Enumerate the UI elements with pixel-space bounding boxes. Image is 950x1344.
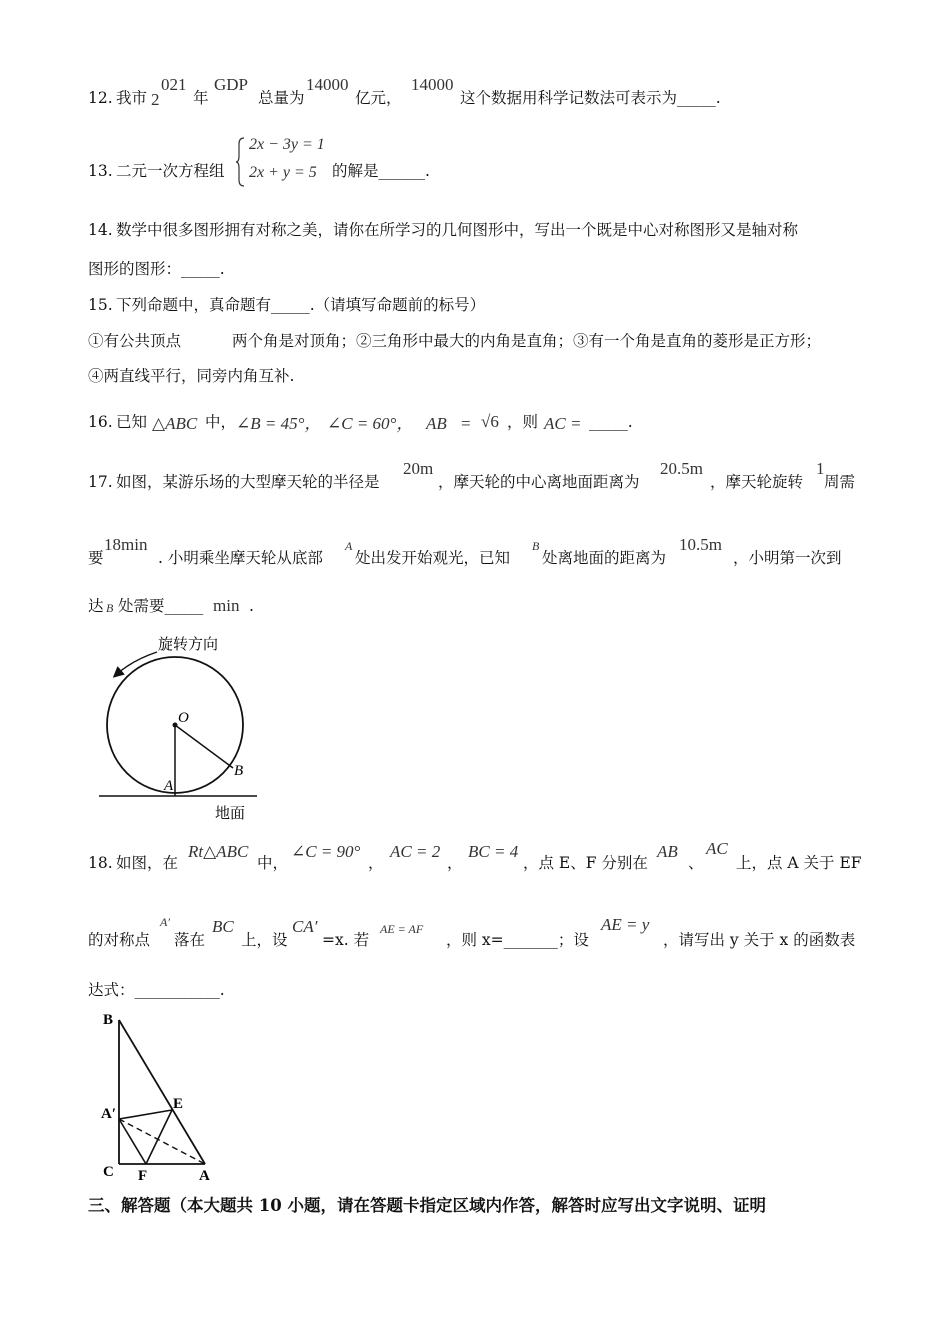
q14-line-2: 图形的图形：_____.	[88, 260, 225, 278]
q18-bc-value: BC = 4	[468, 842, 519, 861]
q12-text-4: 亿元，	[355, 89, 402, 107]
q16-text-3: ，则	[507, 413, 539, 431]
q17-b-height: 10.5m	[679, 535, 722, 554]
rotation-arrow	[117, 652, 157, 674]
q12-text-5: 这个数据用科学记数法可表示为_____.	[460, 89, 721, 107]
q18-angle-c: ∠C = 90°	[291, 842, 361, 861]
q12-value-1: 14000	[306, 75, 349, 94]
q13-brace	[236, 136, 246, 188]
triangle-figure	[95, 1008, 225, 1186]
q18-text-3: ，点 E、F 分别在	[523, 854, 648, 872]
fig-direction-label: 旋转方向	[158, 637, 219, 653]
q16-number: 16.	[88, 413, 113, 431]
q17-text-5: 要	[88, 549, 104, 567]
q17-text-1: 如图，某游乐场的大型摩天轮的半径是	[116, 473, 380, 491]
q17-text-10: 达	[88, 597, 104, 615]
q18-ac-value: AC = 2	[390, 842, 441, 861]
fig-label-a: A	[199, 1168, 210, 1184]
fig-ground-label: 地面	[215, 806, 246, 822]
q17-text-12: .	[249, 597, 254, 615]
q18-ac: AC	[706, 839, 728, 858]
q16-angle-c: ∠C = 60°，	[327, 414, 414, 433]
q18-ae-y: AE = y	[601, 915, 650, 934]
q18-text-4: 、	[688, 854, 704, 872]
q17-time: 18min	[104, 535, 148, 554]
q12-year-rest: 021	[161, 75, 187, 94]
fig-label-a: A	[164, 778, 174, 794]
q12-gdp: GDP	[214, 75, 249, 94]
q13-text-1: 二元一次方程组	[116, 162, 225, 180]
q13-text-2: 的解是______.	[332, 162, 430, 180]
fig-label-e: E	[173, 1096, 184, 1112]
q17-text-11: 处需要_____	[118, 597, 204, 615]
q17-one: 1	[816, 459, 825, 478]
fig-label-c: C	[103, 1164, 114, 1180]
q17-radius: 20m	[403, 459, 434, 478]
q12-text-1: 我市	[116, 89, 148, 107]
segment-a-prime-e	[119, 1110, 172, 1119]
q13-equation-1: 2x − 3y = 1	[249, 136, 325, 153]
q18-text-12: 达式：___________.	[88, 981, 225, 999]
q18-text-1: 如图，在	[116, 854, 179, 872]
fig-label-b: B	[234, 763, 244, 779]
q16-angle-b: ∠B = 45°，	[236, 414, 322, 433]
q13-number: 13.	[88, 162, 113, 180]
q18-number: 18.	[88, 854, 113, 872]
q18-ab: AB	[657, 842, 678, 861]
q16-text-2: 中，	[205, 413, 237, 431]
q16-ac: AC =	[544, 414, 582, 433]
q18-text-9: =x. 若	[322, 931, 370, 949]
q14-number: 14.	[88, 221, 113, 239]
q16-ab: AB	[426, 414, 447, 433]
fig-label-o: O	[178, 710, 189, 726]
q16-equals: =	[461, 414, 471, 433]
q16-sqrt: √6	[481, 412, 499, 431]
q17-text-7: 处出发开始观光，已知	[355, 549, 511, 567]
q18-text-11: ，请写出 y 关于 x 的函数表	[663, 931, 856, 949]
q18-comma-2: ，	[447, 854, 463, 872]
q17-unit: min	[213, 596, 240, 615]
q14-line-1: 数学中很多图形拥有对称之美，请你在所学习的几何图形中，写出一个既是中心对称图形又是轴对称	[116, 221, 799, 239]
q17-text-2: ，摩天轮的中心离地面距离为	[438, 473, 640, 491]
q17-text-3: ，摩天轮旋转	[710, 473, 804, 491]
ferris-wheel-figure	[95, 632, 265, 824]
q18-text-2: 中，	[257, 854, 289, 872]
q16-text-1: 已知	[116, 413, 148, 431]
q15-line-1: 下列命题中，真命题有_____.（请填写命题前的标号）	[116, 296, 486, 314]
fig-label-b: B	[103, 1012, 114, 1028]
q17-number: 17.	[88, 473, 113, 491]
q17-point-b: B	[532, 539, 540, 553]
q18-text-8: 上，设	[241, 931, 288, 949]
q12-number: 12.	[88, 89, 113, 107]
q18-text-7: 落在	[174, 931, 206, 949]
q12-value-2: 14000	[411, 75, 454, 94]
q18-comma-1: ，	[368, 854, 384, 872]
q12-text-3: 总量为	[258, 89, 305, 107]
q18-text-10: ，则 x=_______；设	[446, 931, 589, 949]
q15-statement-1: ①有公共顶点	[88, 332, 182, 350]
fig-label-a-prime: A′	[101, 1106, 117, 1122]
q18-bc: BC	[212, 917, 234, 936]
q15-line-3: ④两直线平行，同旁内角互补.	[88, 367, 295, 385]
q12-year-digit: 2	[151, 90, 160, 109]
q17-text-4: 周需	[824, 473, 856, 491]
q18-rt-triangle: Rt△ABC	[188, 842, 249, 861]
radius-ob	[175, 725, 233, 768]
q15-statements-2-3: 两个角是对顶角；②三角形中最大的内角是直角；③有一个角是直角的菱形是正方形；	[232, 332, 822, 350]
q17-text-8: 处离地面的距离为	[542, 549, 667, 567]
q16-blank: _____.	[589, 413, 633, 431]
q17-text-9: ，小明第一次到	[733, 549, 842, 567]
q17-center-height: 20.5m	[660, 459, 703, 478]
section-3-title: 三、解答题（本大题共 10 小题，请在答题卡指定区域内作答，解答时应写出文字说明、证明	[88, 1196, 766, 1215]
q18-text-5: 上，点 A 关于 EF	[736, 854, 862, 872]
fig-label-f: F	[138, 1168, 148, 1184]
q17-point-a: A	[345, 539, 353, 553]
q16-triangle: △ABC	[152, 414, 198, 433]
q18-a-prime: A′	[160, 915, 170, 929]
q13-equation-2: 2x + y = 5	[249, 164, 317, 181]
q18-text-6: 的对称点	[88, 931, 151, 949]
q18-ae-af: AE = AF	[380, 922, 424, 936]
q18-ca-prime: CA′	[292, 917, 318, 936]
side-ab	[119, 1020, 205, 1164]
q15-number: 15.	[88, 296, 113, 314]
q17-text-6: . 小明乘坐摩天轮从底部	[158, 549, 323, 567]
center-dot	[173, 723, 178, 728]
q12-text-2: 年	[193, 89, 209, 107]
segment-ef	[146, 1110, 172, 1164]
q17-point-b-2: B	[106, 601, 114, 615]
